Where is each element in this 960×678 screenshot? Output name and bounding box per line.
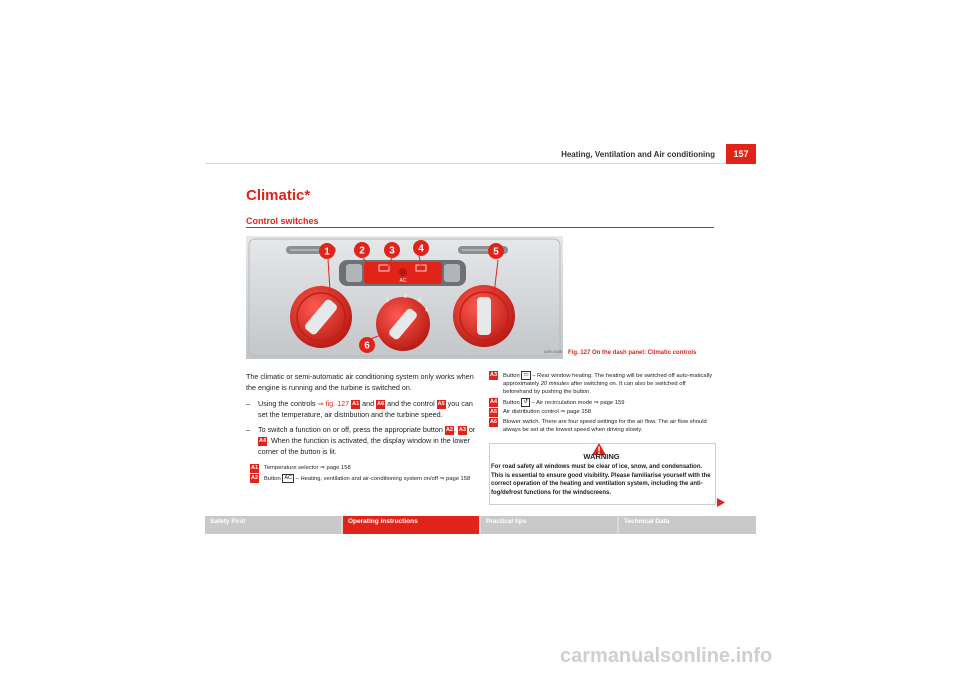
- climatic-controls-figure: [246, 236, 563, 359]
- instruction-bullet-1: [246, 398, 476, 420]
- legend-badge-a3: A3: [489, 372, 498, 378]
- legend-pre-2: Button: [264, 476, 283, 483]
- intro-paragraph: The climatic or semi-automatic air conditioning system only works when the engine is running and the turbine is switched on.: [246, 372, 474, 392]
- warning-text: For road safety all windows must be clear of ice, snow, and condensation. This is essential to ensure good visibility. Please familiarise yourself with the correct operation of the heating and ventilation system, including the anti-fog/defrost functions for the windscreens.: [491, 464, 711, 496]
- legend-post-3: after switching on. It can also be switched off beforehand by pushing the button.: [503, 381, 686, 396]
- figure-reference-link[interactable]: ⇒ fig. 127: [317, 399, 350, 408]
- bullet-dash: –: [246, 399, 250, 408]
- header-divider: [205, 163, 726, 164]
- subsection-title: Control switches: [246, 216, 319, 226]
- legend-item-4: [489, 398, 715, 407]
- svg-text:2: 2: [359, 245, 365, 257]
- svg-text:1: 1: [324, 246, 330, 258]
- legend-badge-a4: A4: [489, 399, 498, 405]
- legend-badge-a5: A5: [489, 409, 498, 415]
- bullet1-text-c: and the control: [385, 399, 437, 408]
- legend-item-6: [489, 418, 715, 434]
- page-number: 157: [726, 144, 756, 164]
- legend-item-1: [250, 464, 476, 472]
- bullet2-text-b: ,: [453, 425, 456, 434]
- badge-a5: A5: [437, 400, 445, 407]
- badge-a1: A1: [352, 400, 360, 407]
- warning-heading: WARNING: [583, 452, 620, 461]
- dial-number-3: 3: [418, 298, 421, 304]
- section-title: Climatic*: [246, 187, 311, 204]
- svg-text:4: 4: [418, 243, 424, 255]
- figure-code: A5R-0456: [544, 349, 563, 354]
- legend-text-1: Temperature selector ⇒ page 158: [264, 465, 351, 471]
- legend-text-5: Air distribution control ⇒ page 158: [503, 409, 591, 415]
- legend-text-2: – Heating, ventilation and air-conditioning system on/off ⇒ page 158: [294, 476, 471, 483]
- svg-text:3: 3: [389, 245, 395, 257]
- tab-technical-data[interactable]: Technical Data: [619, 516, 756, 534]
- badge-a4: A4: [258, 437, 267, 444]
- badge-a2: A2: [445, 426, 453, 433]
- subsection-divider: [246, 227, 714, 228]
- legend-pre-3: Button: [503, 373, 522, 380]
- figure-caption: Fig. 127 On the dash panel: Climatic controls: [568, 350, 697, 356]
- ac-text: AC: [399, 278, 407, 284]
- dial-number-1: 1: [386, 298, 389, 304]
- badge-a3: A3: [458, 426, 466, 433]
- watermark: carmanualsonline.info: [560, 645, 773, 667]
- legend-badge-a2: A2: [250, 475, 259, 481]
- legend-emphasis-3: 20 minutes: [540, 381, 570, 388]
- legend-pre-4: Button: [503, 400, 522, 407]
- recirculation-icon: ↺: [523, 399, 528, 405]
- bullet2-text-d: . When the function is activated, the display window in the lower corner of the button is lit.: [258, 436, 470, 456]
- badge-a6: A6: [377, 400, 385, 407]
- legend-item-2: [250, 474, 476, 483]
- bullet1-text-d: you can set the temperature, air distribution and the turbine speed.: [258, 399, 473, 419]
- bullet-dash: –: [246, 425, 250, 434]
- ac-key-icon: AC: [284, 475, 293, 481]
- svg-text:5: 5: [493, 246, 499, 258]
- svg-text:6: 6: [364, 340, 370, 352]
- bullet1-text-a: Using the controls: [258, 399, 318, 408]
- bullet2-text-a: To switch a function on or off, press the appropriate button: [258, 425, 445, 434]
- tab-practical-tips[interactable]: Practical tips: [481, 516, 617, 534]
- legend-badge-a6: A6: [489, 419, 498, 425]
- legend-text-6: Blower switch. There are four speed settings for the air flow. The air flow should always be set at the lowest speed when driving slowly.: [503, 419, 707, 433]
- legend-badge-a1: A1: [250, 465, 259, 471]
- rear-window-heating-icon: ▭: [523, 372, 529, 378]
- legend-item-5: [489, 408, 715, 416]
- instruction-bullet-2: [246, 424, 476, 457]
- tab-operating-instructions[interactable]: Operating instructions: [343, 516, 479, 534]
- tab-safety-first[interactable]: Safety First: [205, 516, 341, 534]
- legend-text-3: – Rear window heating. The heating will be switched off auto-matically approximately: [503, 373, 713, 388]
- bullet2-text-c: or: [466, 425, 476, 434]
- dial-number-4: 4: [425, 308, 428, 314]
- dial-number-2: 2: [404, 294, 407, 300]
- legend-text-4: – Air recirculation mode ⇒ page 159: [529, 400, 625, 407]
- legend-item-3: [489, 371, 715, 396]
- continue-arrow-icon: [717, 494, 725, 512]
- running-head: Heating, Ventilation and Air conditioning: [561, 150, 715, 159]
- bullet1-text-b: and: [360, 399, 377, 408]
